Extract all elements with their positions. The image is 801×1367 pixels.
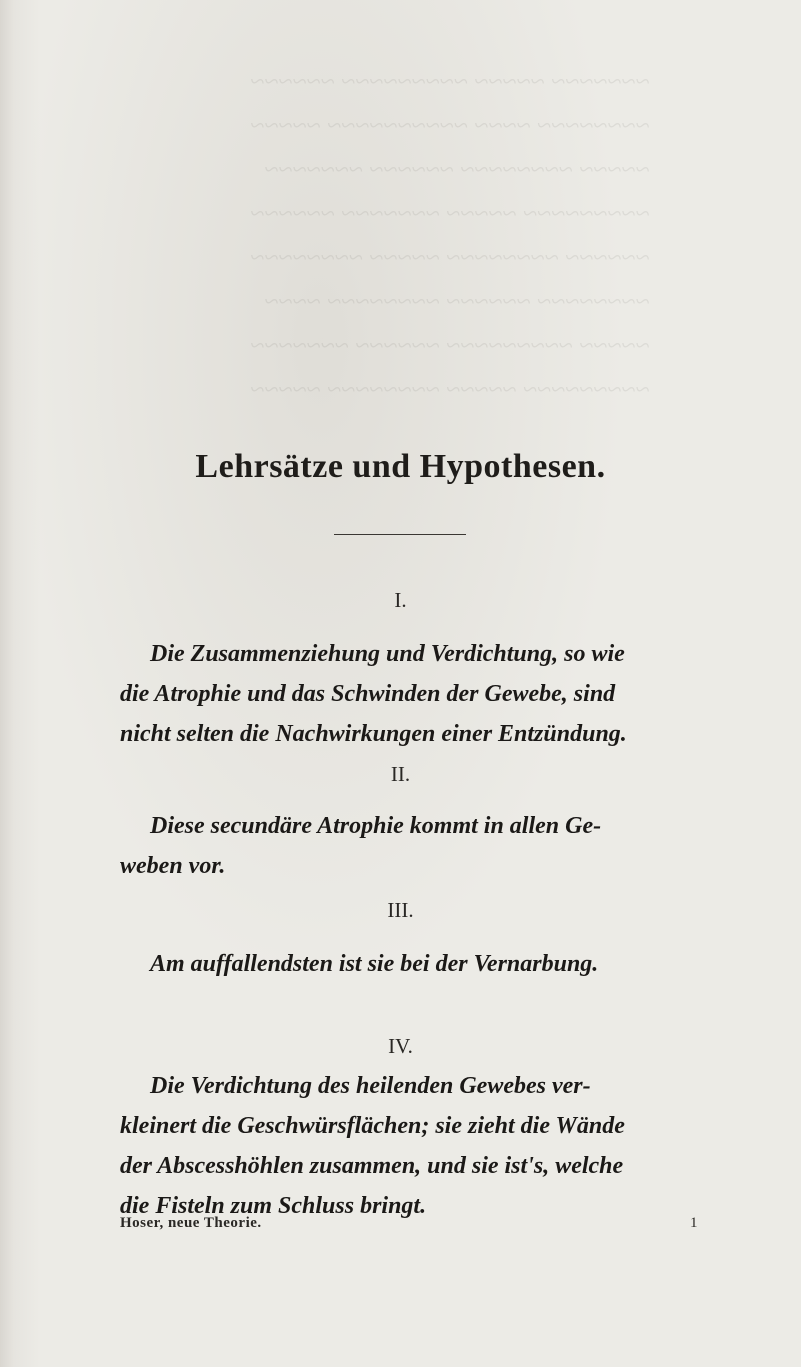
thesis-1-line-3: nicht selten die Nachwirkungen einer Entzündung.	[120, 721, 627, 747]
thesis-4-line-1: Die Verdichtung des heilenden Gewebes ver-	[150, 1073, 591, 1099]
thesis-4-line-3: der Abscesshöhlen zusammen, und sie ist's, welche	[120, 1153, 624, 1179]
title-divider	[334, 534, 466, 535]
thesis-4-line-4: die Fisteln zum Schluss bringt.	[120, 1193, 427, 1219]
thesis-4-text	[120, 1066, 720, 1226]
printer-signature: Hoser, neue Theorie.	[120, 1215, 262, 1231]
thesis-2-numeral: II.	[390, 762, 411, 786]
thesis-4-line-2: kleinert die Geschwürsflächen; sie zieht die Wände	[120, 1113, 625, 1139]
thesis-2-line-2: weben vor.	[120, 853, 226, 879]
thesis-1-text	[120, 634, 720, 754]
thesis-2-line-1: Diese secundäre Atrophie kommt in allen Ge-	[150, 813, 602, 839]
thesis-3-numeral: III.	[387, 898, 414, 922]
thesis-1-numeral: I.	[394, 588, 407, 612]
sheet-signature-mark: 1	[690, 1215, 698, 1231]
thesis-3-text	[120, 944, 720, 984]
thesis-1-line-1: Die Zusammenziehung und Verdichtung, so wie	[150, 641, 625, 667]
thesis-1-line-2: die Atrophie und das Schwinden der Gewebe, sind	[120, 681, 616, 707]
page-title: Lehrsätze und Hypothesen.	[195, 448, 606, 485]
thesis-4-numeral: IV.	[388, 1034, 413, 1058]
thesis-3-line-1: Am auffallendsten ist sie bei der Vernarbung.	[150, 951, 599, 977]
thesis-2-text	[120, 806, 720, 886]
show-through-texture: ~~~~~~~ ~~~~~ ~~~~~~~~~ ~~~~~~ ~~~~~~~~ ~~~~ ~~~~~~~~~~ ~~~~~ ~~~~~ ~~~~~~~~ ~~~~~~ ~~~~~~~ ~~~~~~~~~ ~~~~~ ~~~~~~~ ~~~~~~ ~~~~~~ ~~~~~~~~ ~~~~~ ~~~~~~~~ ~~~~~~~~ ~~~~~~ ~~~~~~~~ ~~~~ ~~~~~ ~~~~~~~~~ ~~~~~~ ~~~~~~~ ~~~~~~~~~ ~~~~~ ~~~~~~~~ ~~~~~	[250, 67, 650, 404]
